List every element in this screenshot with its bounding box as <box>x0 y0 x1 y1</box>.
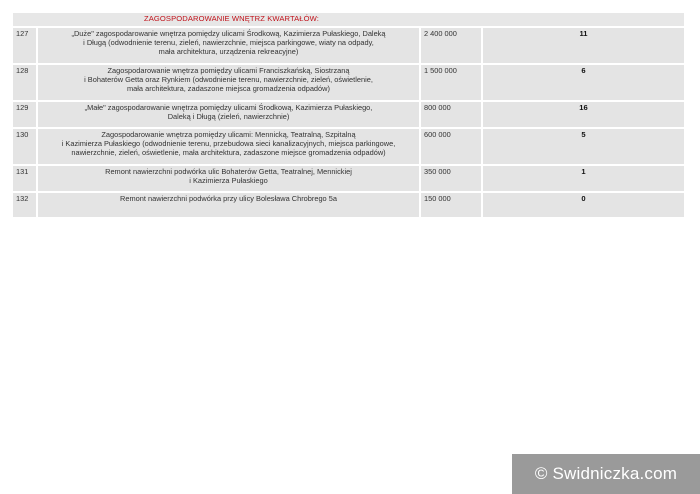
description-line: „Duże" zagospodarowanie wnętrza pomiędzy ulicami Środkową, Kazimierza Pułaskiego, Daleką <box>71 29 386 38</box>
projects-table <box>13 13 686 219</box>
description-line: i Długą (odwodnienie terenu, zieleń, nawierzchnie, miejsca parkingowe, wiaty na odpady, <box>83 38 374 48</box>
description-line: Zagospodarowanie wnętrza pomiędzy ulicami: Mennicką, Teatralną, Szpitalną <box>101 130 356 139</box>
row-score: 1 <box>483 166 686 193</box>
row-number: 132 <box>13 193 38 219</box>
row-number: 129 <box>13 102 38 129</box>
row-description <box>38 129 421 166</box>
description-line: i Kazimierza Pułaskiego (odwodnienie terenu, przebudowa sieci kanalizacyjnych, miejsca parkingowe, <box>61 139 396 149</box>
row-amount: 600 000 <box>421 129 483 166</box>
table-row <box>13 129 686 166</box>
row-score: 6 <box>483 65 686 102</box>
row-number: 128 <box>13 65 38 102</box>
description-line: Zagospodarowanie wnętrza pomiędzy ulicami Franciszkańską, Siostrzaną <box>107 66 350 75</box>
row-description <box>38 65 421 102</box>
row-amount: 1 500 000 <box>421 65 483 102</box>
row-amount: 350 000 <box>421 166 483 193</box>
description-line: „Małe" zagospodarowanie wnętrza pomiędzy ulicami Środkową, Kazimierza Pułaskiego, <box>84 103 373 112</box>
row-score: 5 <box>483 129 686 166</box>
table-row <box>13 65 686 102</box>
row-description <box>38 193 421 219</box>
table-row <box>13 166 686 193</box>
section-title: ZAGOSPODAROWANIE WNĘTRZ KWARTAŁÓW: <box>144 14 319 23</box>
description-line: Remont nawierzchni podwórka przy ulicy Bolesława Chrobrego 5a <box>120 194 337 203</box>
row-score: 11 <box>483 28 686 65</box>
section-header-cell <box>13 13 686 28</box>
watermark: © Swidniczka.com <box>512 454 700 494</box>
row-amount: 800 000 <box>421 102 483 129</box>
row-description <box>38 102 421 129</box>
row-score: 16 <box>483 102 686 129</box>
projects-table-body <box>13 13 686 219</box>
row-score: 0 <box>483 193 686 219</box>
row-number: 130 <box>13 129 38 166</box>
row-description <box>38 28 421 65</box>
section-header-row <box>13 13 686 28</box>
description-line: Remont nawierzchni podwórka ulic Bohaterów Getta, Teatralnej, Mennickiej <box>105 167 352 176</box>
description-line: Daleką i Długą (zieleń, nawierzchnie) <box>167 112 290 122</box>
table-row <box>13 193 686 219</box>
row-number: 127 <box>13 28 38 65</box>
row-amount: 2 400 000 <box>421 28 483 65</box>
row-description <box>38 166 421 193</box>
row-amount: 150 000 <box>421 193 483 219</box>
description-line: i Kazimierza Pułaskiego <box>189 176 268 186</box>
description-line: mała architektura, urządzenia rekreacyjne) <box>158 47 299 57</box>
description-line: nawierzchnie, zieleń, oświetlenie, mała architektura, zadaszone miejsce gromadzenia odpadów) <box>71 148 386 158</box>
description-line: i Bohaterów Getta oraz Rynkiem (odwodnienie terenu, nawierzchnie, zieleń, oświetlenie, <box>84 75 373 85</box>
table-row <box>13 102 686 129</box>
table-row <box>13 28 686 65</box>
row-number: 131 <box>13 166 38 193</box>
description-line: mała architektura, zadaszone miejsca gromadzenia odpadów) <box>127 84 330 94</box>
